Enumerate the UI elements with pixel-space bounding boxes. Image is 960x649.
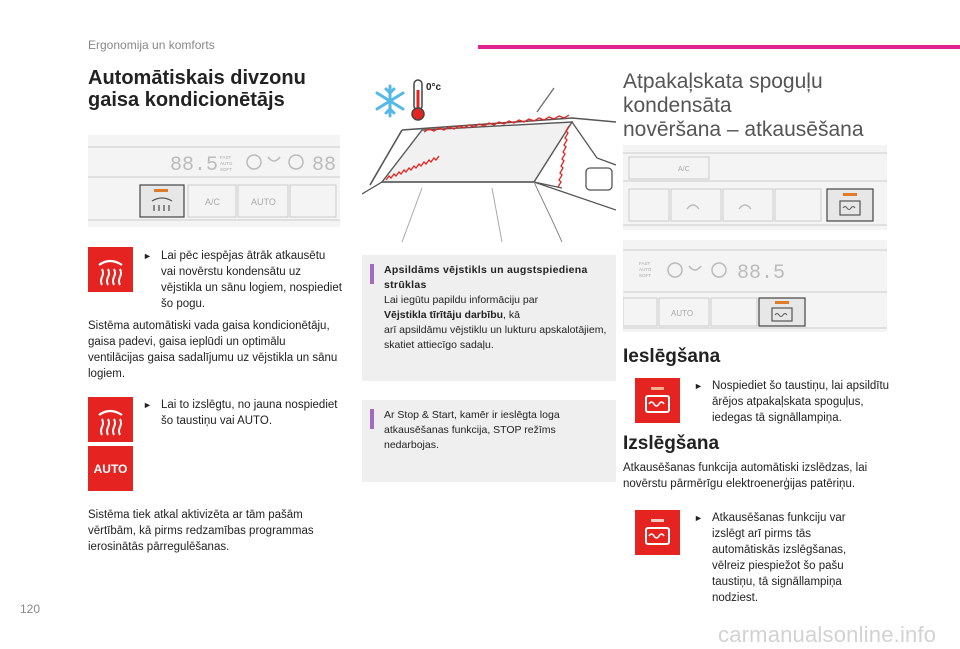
- off-bullet-text: Atkausēšanas funkciju var izslēgt arī pirms tās automātiskās izslēgšanas, vēlreiz piespiežot šo pašu taustiņu, tā signāllampiņa nodziest.: [712, 512, 847, 604]
- info-box-stop-start: [362, 400, 616, 482]
- svg-text:SOFT: SOFT: [220, 167, 232, 172]
- svg-text:AUTO: AUTO: [220, 161, 233, 166]
- page-number: 120: [20, 602, 41, 616]
- header-accent-bar: [478, 45, 960, 49]
- right-section-title: [623, 70, 923, 142]
- info-box-2-text: Ar Stop & Start, kamēr ir ieslēgta loga atkausēšanas funkcija, STOP režīms nedarbojas.: [384, 409, 560, 451]
- windshield-illustration: [362, 70, 616, 242]
- bullet-marker: ►: [143, 400, 152, 410]
- info-box-1-after-bold: , kā: [503, 309, 520, 321]
- left-panel-display-right: 88: [312, 154, 337, 177]
- right-panel-ac-button: A/C: [678, 166, 690, 173]
- off-bullet: [694, 510, 874, 606]
- left-panel-auto-button: AUTO: [251, 197, 276, 207]
- right-title-line2: novēršana – atkausēšana: [623, 118, 864, 141]
- info-box-1-content: [384, 263, 610, 353]
- svg-text:AUTO: AUTO: [639, 267, 652, 272]
- left-bullet-2-text: Lai to izslēgtu, no jauna nospiediet šo taustiņu vai AUTO.: [161, 399, 338, 427]
- left-bullet-1: [143, 248, 343, 312]
- auto-icon-label: AUTO: [93, 461, 128, 476]
- svg-text:SOFT: SOFT: [639, 273, 651, 278]
- info-box-1-bold: Vējstikla tīrītāju darbību: [384, 309, 504, 321]
- svg-text:FAST: FAST: [220, 155, 232, 160]
- left-title-line1: Automātiskais divzonu: [88, 67, 306, 89]
- on-bullet: [694, 378, 894, 426]
- right-panel-display: 88.5: [737, 262, 786, 285]
- info-box-1-title: Apsildāms vējstikls un augstspiediena strūklas: [384, 264, 588, 291]
- left-panel-ac-button: A/C: [205, 197, 221, 207]
- bullet-marker: ►: [694, 513, 703, 523]
- left-paragraph-1: Sistēma automātiski vada gaisa kondicionētāju, gaisa padevi, gaisa ieplūdi un optimālu ventilācijas gaisa sadalījumu uz vējstikla un sānu logiem.: [88, 320, 338, 380]
- left-ac-panel-illustration: [88, 135, 340, 227]
- info-box-1-line1: Lai iegūtu papildu informāciju par: [384, 294, 539, 306]
- bullet-marker: ►: [694, 381, 703, 391]
- on-bullet-text: Nospiediet šo taustiņu, lai apsildītu ārējos atpakaļskata spoguļus, iedegas tā signāllampiņa.: [712, 380, 890, 424]
- defrost-button-icon: [88, 247, 133, 292]
- off-section-title: Izslēgšana: [623, 433, 720, 454]
- left-bullet-2: [143, 397, 343, 429]
- right-panel-1-illustration: [623, 145, 887, 230]
- info-box-heated-windshield: [362, 255, 616, 381]
- info-box-1-rest: arī apsildāmu vējstiklu un lukturu apskalotājiem, skatiet attiecīgo sadaļu.: [384, 324, 607, 351]
- right-title-line1: Atpakaļskata spoguļu kondensāta: [623, 70, 823, 117]
- mirror-defrost-off-icon: [635, 510, 680, 555]
- auto-button-icon: [88, 446, 133, 491]
- left-panel-display-left: 88.5: [170, 154, 219, 177]
- left-bullet-1-text: Lai pēc iespējas ātrāk atkausētu vai novērstu kondensātu uz vējstikla un sānu logiem, nospiediet šo pogu.: [161, 250, 342, 310]
- on-section-title: Ieslēgšana: [623, 346, 721, 367]
- off-paragraph: Atkausēšanas funkcija automātiski izslēdzas, lai novērstu pārmērīgu elektroenerģijas patēriņu.: [623, 462, 868, 490]
- info-box-marker: [370, 409, 374, 429]
- left-ac-panel-svg: [88, 135, 340, 227]
- thermometer-icon: [412, 80, 424, 120]
- running-header: Ergonomija un komforts: [88, 38, 215, 52]
- bullet-marker: ►: [143, 251, 152, 261]
- left-title-line2: gaisa kondicionētājs: [88, 89, 285, 111]
- temperature-label: 0°c: [426, 82, 442, 93]
- right-panel-2-illustration: [623, 240, 887, 332]
- snowflake-icon: [377, 86, 403, 116]
- watermark-text: carmanualsonline.info: [718, 622, 937, 647]
- mirror-defrost-on-icon: [635, 378, 680, 423]
- svg-text:FAST: FAST: [639, 261, 651, 266]
- info-box-marker: [370, 264, 374, 284]
- right-panel-auto-button: AUTO: [671, 309, 694, 318]
- left-section-title: [88, 67, 348, 111]
- left-paragraph-2: Sistēma tiek atkal aktivizēta ar tām pašām vērtībām, kā pirms redzamības programmas ierosinātās pārregulēšanas.: [88, 509, 314, 553]
- defrost-off-button-icon: [88, 397, 133, 442]
